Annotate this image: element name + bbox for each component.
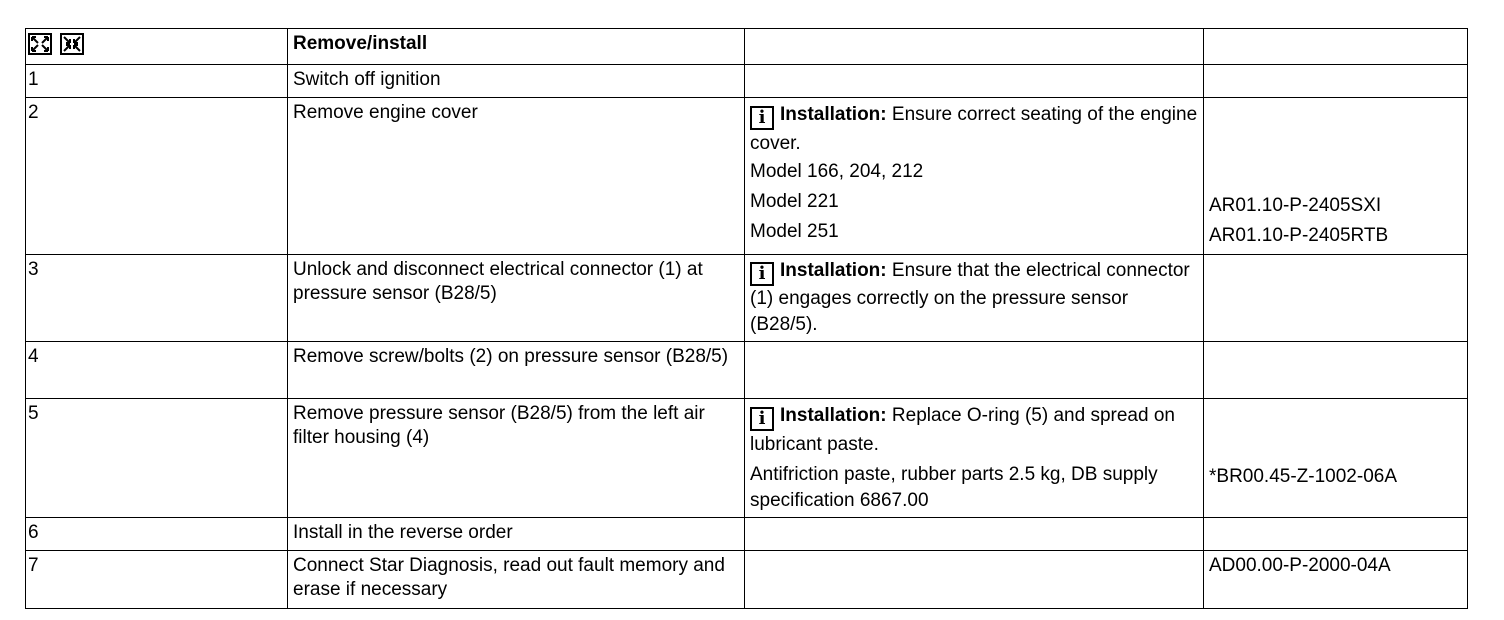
step-number: 6 — [26, 518, 288, 551]
document-link[interactable]: AR01.10-P-2405RTB — [1209, 225, 1389, 246]
step-number: 3 — [26, 255, 288, 342]
info-icon: i — [750, 262, 774, 286]
step-text: Remove engine cover — [288, 98, 745, 255]
step-note — [745, 518, 1204, 551]
info-icon: i — [750, 407, 774, 431]
step-ref — [1204, 98, 1468, 255]
model-line: Model 221 — [750, 191, 839, 212]
step-note — [745, 551, 1204, 609]
step-text: Unlock and disconnect electrical connector (1) at pressure sensor (B28/5) — [288, 255, 745, 342]
table-row — [26, 551, 1468, 609]
header-title — [288, 29, 745, 65]
procedure-table — [25, 28, 1468, 609]
header-icons-cell — [26, 29, 288, 65]
step-number: 2 — [26, 98, 288, 255]
step-ref — [1204, 518, 1468, 551]
step-ref — [1204, 65, 1468, 98]
note-text: Replace O-ring (5) and spread on lubricant paste. — [750, 405, 1175, 455]
step-note — [745, 255, 1204, 342]
note-label: Installation: — [780, 260, 887, 281]
header-title-text: Remove/install — [293, 33, 428, 54]
table-row — [26, 399, 1468, 518]
step-ref — [1204, 255, 1468, 342]
step-text: Install in the reverse order — [288, 518, 745, 551]
model-line: Model 251 — [750, 221, 839, 242]
note-label: Installation: — [780, 405, 887, 426]
document-link[interactable]: *BR00.45-Z-1002-06A — [1209, 466, 1397, 487]
note-label: Installation: — [780, 104, 887, 125]
document-link[interactable]: AR01.10-P-2405SXI — [1209, 195, 1382, 216]
step-text: Remove pressure sensor (B28/5) from the left air filter housing (4) — [288, 399, 745, 518]
step-note — [745, 399, 1204, 518]
model-line: Model 166, 204, 212 — [750, 161, 924, 182]
installation-note — [750, 101, 1198, 157]
table-row — [26, 255, 1468, 342]
step-ref — [1204, 342, 1468, 399]
step-number: 7 — [26, 551, 288, 609]
table-row — [26, 65, 1468, 98]
table-header-row — [26, 29, 1468, 65]
installation-note — [750, 258, 1198, 338]
installation-note — [750, 402, 1198, 458]
step-number: 4 — [26, 342, 288, 399]
step-text: Switch off ignition — [288, 65, 745, 98]
step-text: Connect Star Diagnosis, read out fault memory and erase if necessary — [288, 551, 745, 609]
step-ref — [1204, 399, 1468, 518]
ref-line — [1209, 161, 1462, 191]
note-text: Ensure correct seating of the engine cover. — [750, 104, 1198, 154]
step-note — [745, 65, 1204, 98]
step-number: 5 — [26, 399, 288, 518]
document-link[interactable]: AD00.00-P-2000-04A — [1204, 551, 1468, 609]
step-note — [745, 342, 1204, 399]
step-number: 1 — [26, 65, 288, 98]
table-row — [26, 98, 1468, 255]
step-note — [745, 98, 1204, 255]
header-empty-cell — [745, 29, 1204, 65]
table-row — [26, 342, 1468, 399]
header-empty-cell — [1204, 29, 1468, 65]
step-text: Remove screw/bolts (2) on pressure sensor (B28/5) — [288, 342, 745, 399]
collapse-all-icon[interactable] — [60, 33, 84, 55]
table-row — [26, 518, 1468, 551]
info-icon: i — [750, 106, 774, 130]
lubricant-spec: Antifriction paste, rubber parts 2.5 kg, DB supply specification 6867.00 — [750, 464, 1158, 511]
expand-all-icon[interactable] — [28, 33, 52, 55]
note-text: Ensure that the electrical connector (1) engages correctly on the pressure sensor (B28/5). — [750, 260, 1190, 335]
